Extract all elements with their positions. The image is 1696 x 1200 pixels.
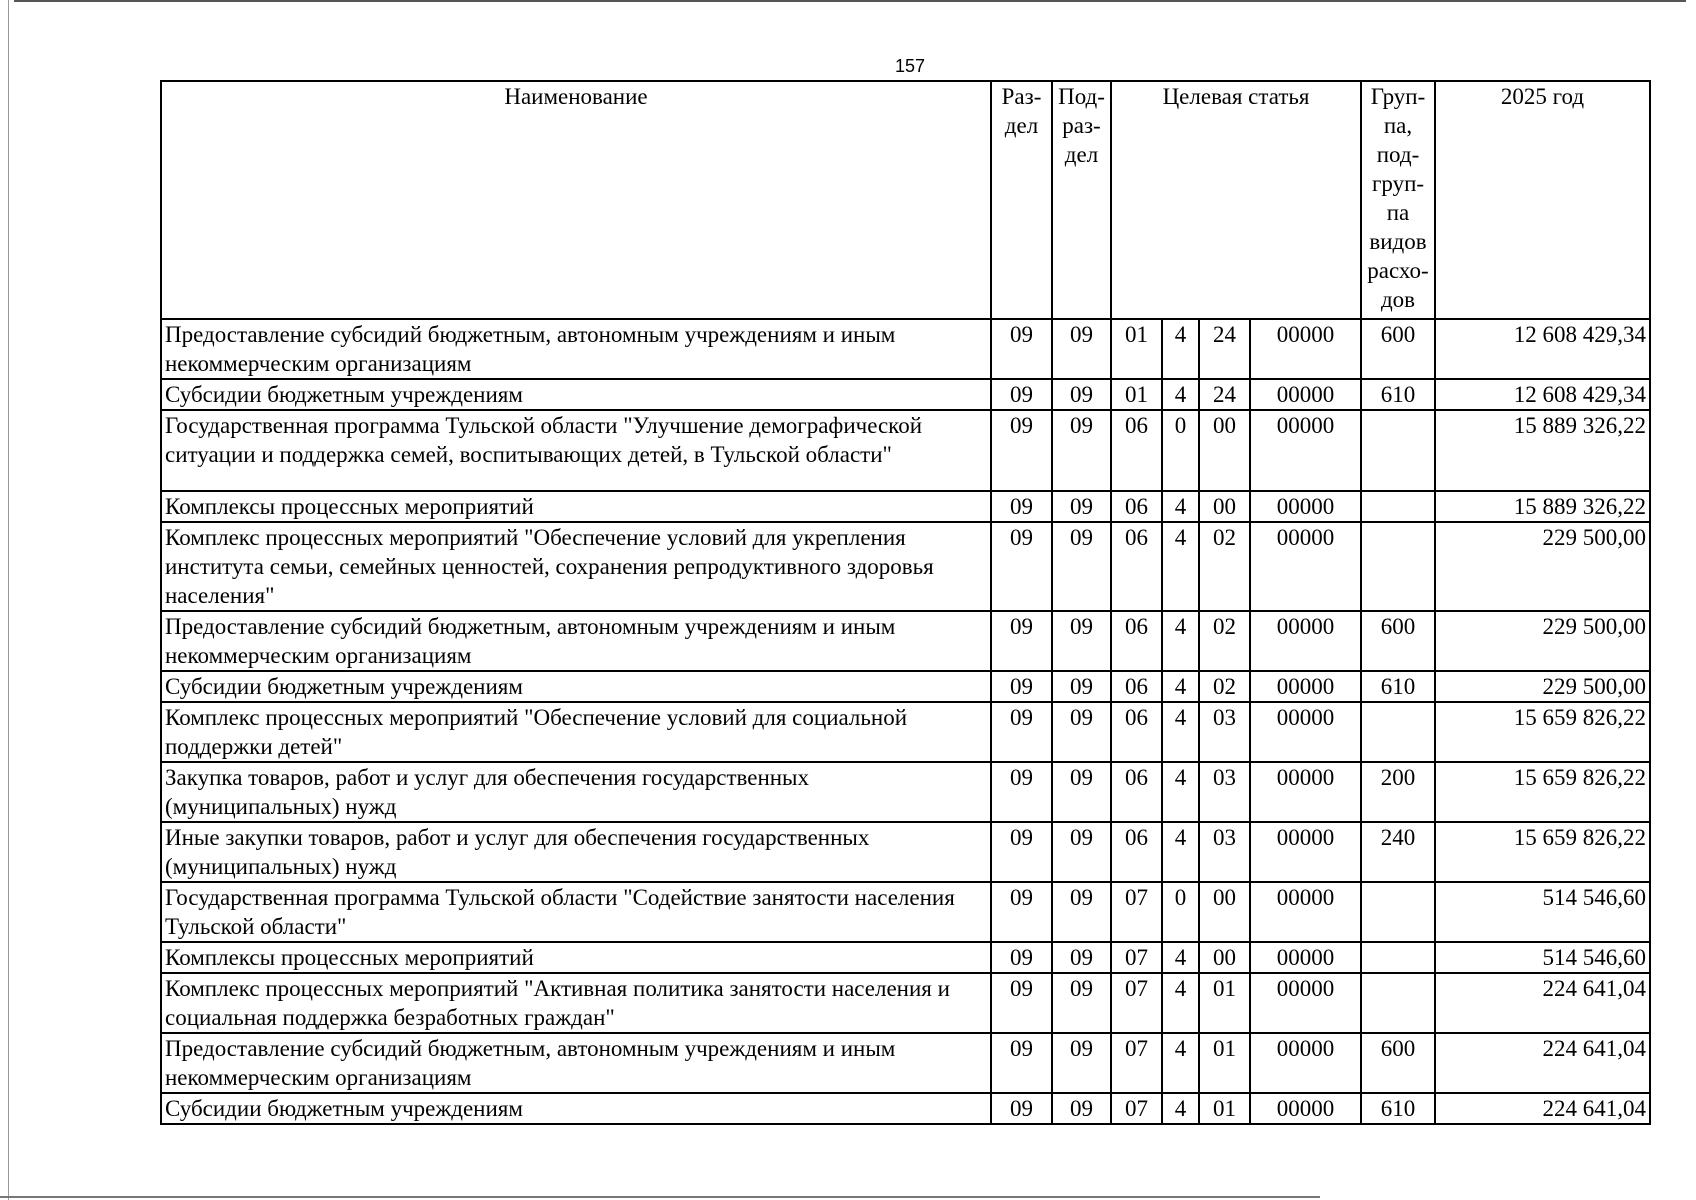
target-program-cell: 06 <box>1111 762 1162 822</box>
name-cell <box>161 1093 991 1124</box>
podrazdel-cell: 09 <box>1052 973 1111 1033</box>
name-cell <box>161 882 991 942</box>
target-program-cell: 07 <box>1111 942 1162 973</box>
target-subprogram-cell: 03 <box>1199 702 1250 762</box>
name-cell <box>161 973 991 1033</box>
razdel-cell: 09 <box>991 319 1052 379</box>
name-cell <box>161 491 991 522</box>
name-line: социальная поддержка безработных граждан" <box>165 1005 615 1030</box>
name-cell <box>161 410 991 491</box>
name-line: населения" <box>165 583 275 608</box>
target-type-cell: 4 <box>1162 942 1199 973</box>
table-row <box>161 973 1650 1033</box>
target-direction-cell: 00000 <box>1250 882 1361 942</box>
amount-cell: 229 500,00 <box>1435 522 1650 611</box>
razdel-cell: 09 <box>991 1033 1052 1093</box>
name-line: Субсидии бюджетным учреждениям <box>165 1096 523 1121</box>
scan-border-left <box>8 0 9 1200</box>
name-line: Комплекс процессных мероприятий "Обеспечение условий для укрепления <box>165 525 906 550</box>
target-type-cell: 4 <box>1162 319 1199 379</box>
target-type-cell: 4 <box>1162 671 1199 702</box>
target-subprogram-cell: 02 <box>1199 611 1250 671</box>
target-direction-cell: 00000 <box>1250 410 1361 491</box>
name-line: Государственная программа Тульской области "Содействие занятости населения <box>165 885 955 910</box>
podrazdel-cell: 09 <box>1052 319 1111 379</box>
name-cell <box>161 762 991 822</box>
razdel-cell: 09 <box>991 942 1052 973</box>
podrazdel-cell: 09 <box>1052 410 1111 491</box>
amount-cell: 229 500,00 <box>1435 671 1650 702</box>
target-direction-cell: 00000 <box>1250 1033 1361 1093</box>
table-row <box>161 1033 1650 1093</box>
target-direction-cell: 00000 <box>1250 522 1361 611</box>
name-line: некоммерческим организациям <box>165 351 472 376</box>
amount-cell: 224 641,04 <box>1435 973 1650 1033</box>
target-subprogram-cell: 01 <box>1199 1033 1250 1093</box>
target-program-cell: 07 <box>1111 1093 1162 1124</box>
name-line: поддержки детей" <box>165 734 343 759</box>
target-type-cell: 0 <box>1162 410 1199 491</box>
name-line: (муниципальных) нужд <box>165 854 397 879</box>
target-subprogram-cell: 00 <box>1199 410 1250 491</box>
podrazdel-cell: 09 <box>1052 762 1111 822</box>
table-row <box>161 882 1650 942</box>
podrazdel-cell: 09 <box>1052 379 1111 410</box>
target-type-cell: 4 <box>1162 1033 1199 1093</box>
table-row <box>161 522 1650 611</box>
razdel-cell: 09 <box>991 671 1052 702</box>
podrazdel-cell: 09 <box>1052 611 1111 671</box>
expense-group-cell <box>1361 702 1435 762</box>
expense-group-cell: 610 <box>1361 379 1435 410</box>
podrazdel-cell: 09 <box>1052 522 1111 611</box>
expense-group-cell <box>1361 942 1435 973</box>
podrazdel-cell: 09 <box>1052 942 1111 973</box>
name-line: некоммерческим организациям <box>165 1065 472 1090</box>
target-type-cell: 4 <box>1162 973 1199 1033</box>
amount-cell: 229 500,00 <box>1435 611 1650 671</box>
target-subprogram-cell: 24 <box>1199 379 1250 410</box>
target-subprogram-cell: 02 <box>1199 522 1250 611</box>
header-razdel: Раз- дел <box>991 81 1052 319</box>
name-cell <box>161 942 991 973</box>
header-expense-group: Груп- па, под- груп- па видов расхо- дов <box>1361 81 1435 319</box>
target-type-cell: 4 <box>1162 611 1199 671</box>
target-subprogram-cell: 00 <box>1199 942 1250 973</box>
razdel-cell: 09 <box>991 491 1052 522</box>
expense-group-cell: 600 <box>1361 319 1435 379</box>
name-line: Субсидии бюджетным учреждениям <box>165 382 523 407</box>
target-program-cell: 01 <box>1111 379 1162 410</box>
header-name: Наименование <box>161 81 991 319</box>
name-line: Комплексы процессных мероприятий <box>165 945 534 970</box>
name-cell <box>161 611 991 671</box>
target-direction-cell: 00000 <box>1250 671 1361 702</box>
expense-group-cell <box>1361 522 1435 611</box>
page-number: 157 <box>894 56 926 76</box>
header-target-article: Целевая статья <box>1111 81 1361 319</box>
name-line: Предоставление субсидий бюджетным, автономным учреждениям и иным <box>165 614 896 639</box>
target-direction-cell: 00000 <box>1250 491 1361 522</box>
target-type-cell: 4 <box>1162 1093 1199 1124</box>
expense-group-cell: 600 <box>1361 611 1435 671</box>
target-program-cell: 06 <box>1111 491 1162 522</box>
amount-cell: 224 641,04 <box>1435 1093 1650 1124</box>
amount-cell: 514 546,60 <box>1435 882 1650 942</box>
target-direction-cell: 00000 <box>1250 1093 1361 1124</box>
target-subprogram-cell: 02 <box>1199 671 1250 702</box>
expense-group-cell <box>1361 973 1435 1033</box>
target-direction-cell: 00000 <box>1250 942 1361 973</box>
target-direction-cell: 00000 <box>1250 379 1361 410</box>
target-program-cell: 07 <box>1111 882 1162 942</box>
target-program-cell: 07 <box>1111 1033 1162 1093</box>
table-row <box>161 1093 1650 1124</box>
name-cell <box>161 522 991 611</box>
expense-group-cell: 600 <box>1361 1033 1435 1093</box>
amount-cell: 15 659 826,22 <box>1435 702 1650 762</box>
target-subprogram-cell: 00 <box>1199 882 1250 942</box>
expense-group-cell: 240 <box>1361 822 1435 882</box>
target-subprogram-cell: 24 <box>1199 319 1250 379</box>
amount-cell: 12 608 429,34 <box>1435 379 1650 410</box>
razdel-cell: 09 <box>991 762 1052 822</box>
podrazdel-cell: 09 <box>1052 702 1111 762</box>
target-subprogram-cell: 00 <box>1199 491 1250 522</box>
target-direction-cell: 00000 <box>1250 822 1361 882</box>
name-line: (муниципальных) нужд <box>165 794 397 819</box>
target-type-cell: 4 <box>1162 379 1199 410</box>
amount-cell: 15 889 326,22 <box>1435 491 1650 522</box>
name-line: Субсидии бюджетным учреждениям <box>165 674 523 699</box>
target-type-cell: 4 <box>1162 491 1199 522</box>
target-program-cell: 06 <box>1111 671 1162 702</box>
target-program-cell: 06 <box>1111 822 1162 882</box>
expense-group-cell: 610 <box>1361 1093 1435 1124</box>
razdel-cell: 09 <box>991 822 1052 882</box>
name-line: Комплекс процессных мероприятий "Активная политика занятости населения и <box>165 976 950 1001</box>
name-line: Комплексы процессных мероприятий <box>165 494 534 519</box>
header-podrazdel: Под- раз- дел <box>1052 81 1111 319</box>
table-row <box>161 611 1650 671</box>
name-line: Закупка товаров, работ и услуг для обеспечения государственных <box>165 765 810 790</box>
table-row <box>161 822 1650 882</box>
name-line: Государственная программа Тульской области "Улучшение демографической <box>165 413 923 438</box>
podrazdel-cell: 09 <box>1052 491 1111 522</box>
amount-cell: 15 659 826,22 <box>1435 822 1650 882</box>
scan-border-top <box>14 0 1686 2</box>
table-row <box>161 671 1650 702</box>
expense-group-cell <box>1361 882 1435 942</box>
name-line: института семьи, семейных ценностей, сохранения репродуктивного здоровья <box>165 554 934 579</box>
target-direction-cell: 00000 <box>1250 319 1361 379</box>
name-line: Предоставление субсидий бюджетным, автономным учреждениям и иным <box>165 1036 896 1061</box>
name-cell <box>161 822 991 882</box>
expense-group-cell: 200 <box>1361 762 1435 822</box>
name-line: Тульской области" <box>165 914 347 939</box>
name-cell <box>161 379 991 410</box>
table-row <box>161 319 1650 379</box>
header-year: 2025 год <box>1435 81 1650 319</box>
target-direction-cell: 00000 <box>1250 611 1361 671</box>
target-type-cell: 0 <box>1162 882 1199 942</box>
podrazdel-cell: 09 <box>1052 1093 1111 1124</box>
target-program-cell: 06 <box>1111 702 1162 762</box>
table-row <box>161 702 1650 762</box>
table-row <box>161 410 1650 491</box>
expense-group-cell <box>1361 410 1435 491</box>
target-program-cell: 07 <box>1111 973 1162 1033</box>
target-type-cell: 4 <box>1162 822 1199 882</box>
table-row <box>161 491 1650 522</box>
razdel-cell: 09 <box>991 379 1052 410</box>
name-line: ситуации и поддержка семей, воспитывающих детей, в Тульской области" <box>165 442 892 467</box>
target-program-cell: 06 <box>1111 410 1162 491</box>
target-subprogram-cell: 01 <box>1199 1093 1250 1124</box>
amount-cell: 224 641,04 <box>1435 1033 1650 1093</box>
razdel-cell: 09 <box>991 1093 1052 1124</box>
table-row <box>161 762 1650 822</box>
podrazdel-cell: 09 <box>1052 882 1111 942</box>
target-subprogram-cell: 03 <box>1199 822 1250 882</box>
razdel-cell: 09 <box>991 611 1052 671</box>
target-direction-cell: 00000 <box>1250 702 1361 762</box>
target-type-cell: 4 <box>1162 522 1199 611</box>
target-subprogram-cell: 03 <box>1199 762 1250 822</box>
target-direction-cell: 00000 <box>1250 762 1361 822</box>
table-body <box>161 319 1650 1124</box>
name-line: Предоставление субсидий бюджетным, автономным учреждениям и иным <box>165 322 896 347</box>
name-cell <box>161 1033 991 1093</box>
razdel-cell: 09 <box>991 522 1052 611</box>
amount-cell: 15 659 826,22 <box>1435 762 1650 822</box>
razdel-cell: 09 <box>991 702 1052 762</box>
podrazdel-cell: 09 <box>1052 822 1111 882</box>
amount-cell: 12 608 429,34 <box>1435 319 1650 379</box>
name-cell <box>161 319 991 379</box>
table-row <box>161 942 1650 973</box>
expense-group-cell: 610 <box>1361 671 1435 702</box>
table-row <box>161 379 1650 410</box>
table-header-row <box>161 81 1650 319</box>
name-line: Иные закупки товаров, работ и услуг для обеспечения государственных <box>165 825 870 850</box>
name-cell <box>161 702 991 762</box>
razdel-cell: 09 <box>991 882 1052 942</box>
amount-cell: 15 889 326,22 <box>1435 410 1650 491</box>
target-subprogram-cell: 01 <box>1199 973 1250 1033</box>
name-line: Комплекс процессных мероприятий "Обеспечение условий для социальной <box>165 705 907 730</box>
razdel-cell: 09 <box>991 973 1052 1033</box>
target-program-cell: 06 <box>1111 522 1162 611</box>
target-program-cell: 06 <box>1111 611 1162 671</box>
razdel-cell: 09 <box>991 410 1052 491</box>
podrazdel-cell: 09 <box>1052 1033 1111 1093</box>
target-direction-cell: 00000 <box>1250 973 1361 1033</box>
scan-border-bottom <box>0 1196 1320 1198</box>
podrazdel-cell: 09 <box>1052 671 1111 702</box>
budget-table <box>160 80 1651 1125</box>
amount-cell: 514 546,60 <box>1435 942 1650 973</box>
target-program-cell: 01 <box>1111 319 1162 379</box>
expense-group-cell <box>1361 491 1435 522</box>
target-type-cell: 4 <box>1162 702 1199 762</box>
name-cell <box>161 671 991 702</box>
name-line: некоммерческим организациям <box>165 643 472 668</box>
target-type-cell: 4 <box>1162 762 1199 822</box>
